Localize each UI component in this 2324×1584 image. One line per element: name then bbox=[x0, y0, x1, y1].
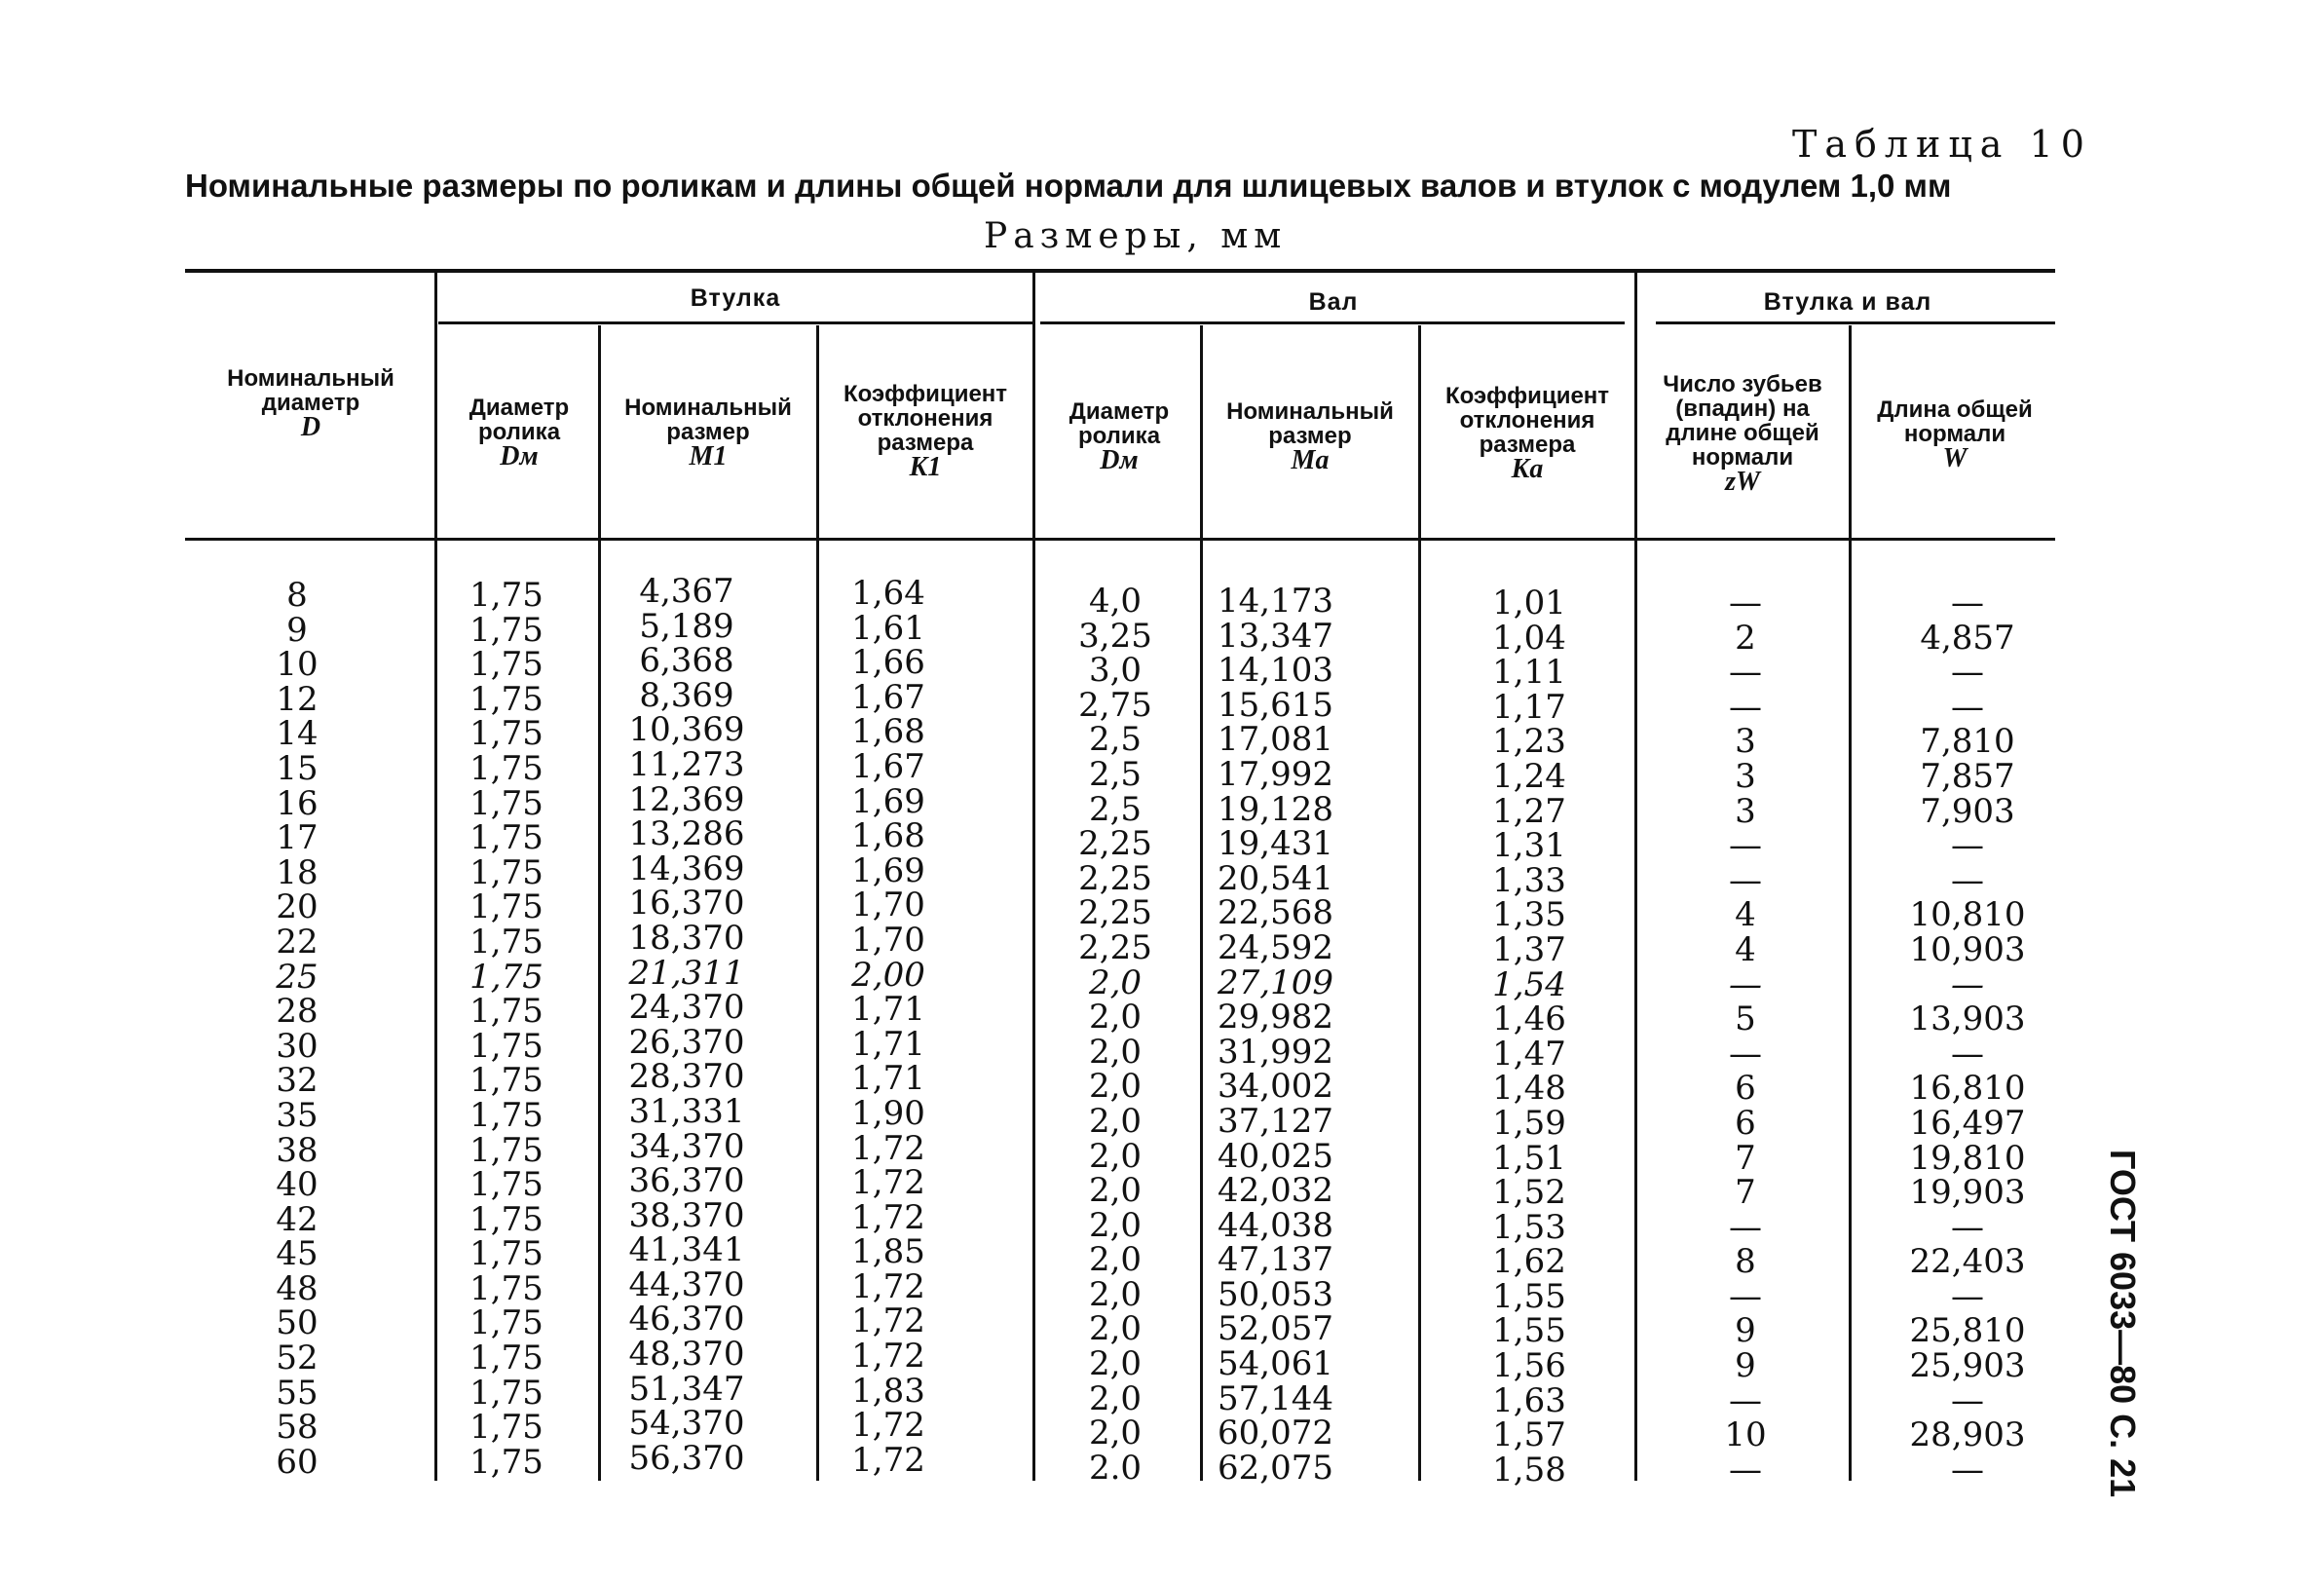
table-cell: 3,0 bbox=[1088, 651, 1143, 691]
header-nominal-diameter-symbol: D bbox=[300, 412, 321, 442]
table-cell: 1,75 bbox=[469, 748, 544, 788]
table-cell: 1,71 bbox=[851, 1024, 925, 1064]
group-heading-bushing: Втулка bbox=[690, 284, 781, 312]
table-cell: — bbox=[1729, 1207, 1762, 1247]
col-divider-2 bbox=[598, 325, 601, 1481]
table-cell: 2,5 bbox=[1088, 754, 1143, 794]
table-cell: 36,370 bbox=[628, 1161, 745, 1201]
column-normal-length bbox=[1899, 586, 2036, 1488]
table-cell: 1,75 bbox=[469, 922, 544, 962]
table-cell: 16,370 bbox=[628, 884, 745, 924]
units-label: Размеры, мм bbox=[984, 216, 1288, 256]
table-cell: 1,37 bbox=[1492, 929, 1566, 969]
table-cell: 54,370 bbox=[628, 1404, 745, 1444]
table-cell: 2.0 bbox=[1088, 1448, 1143, 1488]
table-cell: — bbox=[1729, 1380, 1762, 1420]
table-cell: 7 bbox=[1735, 1138, 1756, 1178]
table-cell: 2,25 bbox=[1078, 858, 1152, 898]
header-shaft-coef bbox=[1424, 383, 1631, 484]
table-cell: — bbox=[1951, 1380, 1984, 1420]
table-cell: 38 bbox=[276, 1130, 319, 1170]
column-shaft-roller bbox=[1071, 582, 1159, 1488]
header-normal-length-text: Длина общей нормали bbox=[1877, 396, 2033, 447]
table-cell: 28 bbox=[276, 992, 319, 1032]
table-cell: 16 bbox=[276, 783, 319, 823]
header-normal-length-symbol: W bbox=[1942, 443, 1968, 473]
table-cell: 12 bbox=[276, 679, 319, 719]
table-cell: 58 bbox=[276, 1408, 319, 1448]
table-cell: 1,70 bbox=[851, 920, 925, 960]
col-divider-1 bbox=[434, 273, 437, 1481]
header-bushing-size bbox=[604, 396, 812, 469]
table-cell: 1,69 bbox=[851, 781, 925, 821]
table-cell: 16,810 bbox=[1909, 1069, 2026, 1109]
table-cell: 1,72 bbox=[851, 1128, 925, 1168]
table-cell: 4 bbox=[1735, 895, 1756, 935]
table-cell: 19,128 bbox=[1218, 789, 1333, 829]
table-cell: 6 bbox=[1735, 1069, 1756, 1109]
table-cell: 30 bbox=[276, 1026, 319, 1066]
table-cell: — bbox=[1951, 687, 1984, 727]
table-cell: 4,367 bbox=[639, 572, 734, 611]
table-cell: 1,75 bbox=[469, 610, 544, 650]
col-divider-4 bbox=[1032, 273, 1035, 1481]
header-shaft-roller bbox=[1042, 398, 1196, 475]
table-cell: 3 bbox=[1735, 791, 1756, 831]
table-cell: 1,72 bbox=[851, 1337, 925, 1377]
table-cell: — bbox=[1951, 1034, 1984, 1074]
col-divider-8 bbox=[1849, 325, 1852, 1481]
table-cell: 1,75 bbox=[469, 1442, 544, 1482]
table-cell: 1,71 bbox=[851, 1059, 925, 1099]
table-cell: — bbox=[1951, 1207, 1984, 1247]
table-cell: — bbox=[1951, 1450, 1984, 1490]
header-bushing-coef-text: Коэффициент отклонения размера bbox=[843, 381, 1008, 456]
header-bushing-roller bbox=[446, 396, 592, 469]
table-cell: 2,0 bbox=[1088, 1274, 1143, 1314]
header-shaft-roller-text: Диаметр ролика bbox=[1068, 398, 1170, 449]
table-cell: 24,370 bbox=[628, 988, 745, 1028]
group-heading-shaft: Вал bbox=[1308, 288, 1359, 316]
table-cell: 8 bbox=[1735, 1242, 1756, 1282]
table-cell: — bbox=[1729, 1034, 1762, 1074]
header-teeth-count-symbol: zW bbox=[1725, 467, 1760, 497]
header-shaft-size-text: Номинальный размер bbox=[1226, 398, 1394, 449]
table-cell: 10,369 bbox=[628, 710, 745, 750]
header-nominal-diameter bbox=[191, 365, 431, 442]
table-cell: 1,75 bbox=[469, 1303, 544, 1343]
table-cell: 6 bbox=[1735, 1103, 1756, 1143]
table-cell: 1,75 bbox=[469, 992, 544, 1032]
table-cell: 19,903 bbox=[1909, 1173, 2026, 1213]
table-cell: 3 bbox=[1735, 756, 1756, 796]
top-rule bbox=[185, 269, 2055, 273]
table-cell: 14,173 bbox=[1218, 582, 1333, 621]
table-cell: 1,68 bbox=[851, 712, 925, 752]
table-cell: 5,189 bbox=[639, 606, 734, 646]
table-cell: 1,51 bbox=[1492, 1138, 1566, 1178]
table-cell: 1,72 bbox=[851, 1440, 925, 1480]
table-cell: 19,431 bbox=[1218, 824, 1333, 864]
table-cell: 1,54 bbox=[1492, 964, 1566, 1004]
table-cell: 1,75 bbox=[469, 714, 544, 754]
table-cell: 8 bbox=[286, 576, 308, 615]
table-cell: — bbox=[1729, 1450, 1762, 1490]
table-cell: — bbox=[1951, 584, 1984, 622]
table-cell: 4,857 bbox=[1920, 618, 2015, 658]
table-cell: 1,33 bbox=[1492, 860, 1566, 900]
table-cell: 10 bbox=[276, 645, 319, 685]
header-normal-length bbox=[1855, 397, 2055, 471]
standard-page-label: ГОСТ 6033—80 С. 21 bbox=[2103, 1150, 2143, 1498]
table-cell: 1,75 bbox=[469, 679, 544, 719]
table-cell: 50 bbox=[276, 1303, 319, 1343]
header-nominal-diameter-text: Номинальный диаметр bbox=[227, 365, 394, 416]
table-cell: 3,25 bbox=[1078, 616, 1152, 656]
table-cell: — bbox=[1729, 584, 1762, 622]
header-shaft-size-symbol: Ma bbox=[1291, 445, 1330, 475]
table-cell: — bbox=[1951, 826, 1984, 866]
column-nominal-diameter bbox=[244, 576, 351, 1482]
table-cell: — bbox=[1729, 687, 1762, 727]
table-cell: 2,0 bbox=[1088, 1344, 1143, 1384]
table-cell: 13,903 bbox=[1909, 999, 2026, 1039]
table-caption: Номинальные размеры по роликам и длины общей нормали для шлицевых валов и втулок с модулем 1,0 мм bbox=[185, 168, 1952, 204]
header-bushing-coef bbox=[822, 381, 1029, 482]
table-cell: 2,0 bbox=[1088, 1101, 1143, 1141]
table-cell: 55 bbox=[276, 1373, 319, 1413]
table-cell: 37,127 bbox=[1218, 1101, 1333, 1141]
table-cell: 1,75 bbox=[469, 1234, 544, 1274]
header-teeth-count bbox=[1640, 371, 1845, 497]
header-bushing-coef-symbol: K1 bbox=[909, 452, 942, 482]
table-cell: 14 bbox=[276, 714, 319, 754]
table-cell: 41,341 bbox=[628, 1230, 745, 1270]
table-cell: 1,85 bbox=[851, 1232, 925, 1272]
header-bushing-roller-symbol: Dм bbox=[500, 441, 539, 471]
header-rule bbox=[185, 538, 2055, 541]
table-cell: 2,0 bbox=[1088, 1378, 1143, 1418]
table-cell: 1,59 bbox=[1492, 1103, 1566, 1143]
table-cell: 2,75 bbox=[1078, 685, 1152, 725]
table-cell: 1,75 bbox=[469, 887, 544, 927]
header-shaft-coef-text: Коэффициент отклонения размера bbox=[1444, 383, 1610, 458]
table-cell: 35 bbox=[276, 1095, 319, 1135]
table-cell: — bbox=[1729, 860, 1762, 900]
table-cell: 2,0 bbox=[1088, 1171, 1143, 1211]
table-cell: 17 bbox=[276, 818, 319, 858]
table-cell: 1,63 bbox=[1492, 1380, 1566, 1420]
table-cell: 8,369 bbox=[639, 675, 734, 715]
table-cell: 2,00 bbox=[851, 955, 925, 995]
header-shaft-coef-symbol: Ka bbox=[1511, 454, 1544, 484]
table-cell: 62,075 bbox=[1218, 1448, 1333, 1488]
group-rule-shaft bbox=[1040, 321, 1625, 324]
table-cell: 10 bbox=[1724, 1415, 1767, 1455]
table-cell: — bbox=[1729, 653, 1762, 693]
table-cell: 1,72 bbox=[851, 1301, 925, 1341]
table-cell: 2,25 bbox=[1078, 927, 1152, 967]
col-divider-7 bbox=[1634, 273, 1637, 1481]
table-cell: 29,982 bbox=[1218, 998, 1333, 1037]
table-cell: 4 bbox=[1735, 929, 1756, 969]
table-cell: 48,370 bbox=[628, 1335, 745, 1375]
column-bushing-roller bbox=[458, 576, 555, 1482]
table-cell: 2,25 bbox=[1078, 824, 1152, 864]
table-cell: 15 bbox=[276, 748, 319, 788]
table-cell: 1,64 bbox=[851, 574, 925, 613]
table-cell: 1,72 bbox=[851, 1266, 925, 1306]
header-teeth-count-text: Число зубьев (впадин) на длине общей нормали bbox=[1663, 371, 1822, 471]
table-cell: 1,75 bbox=[469, 1095, 544, 1135]
column-shaft-coef bbox=[1481, 586, 1578, 1488]
table-cell: 44,370 bbox=[628, 1264, 745, 1304]
table-cell: 1,75 bbox=[469, 852, 544, 892]
table-cell: 21,311 bbox=[628, 953, 745, 993]
table-cell: 2,0 bbox=[1088, 1240, 1143, 1280]
header-shaft-roller-symbol: Dм bbox=[1100, 445, 1139, 475]
table-cell: 13,286 bbox=[628, 814, 745, 854]
table-cell: 31,992 bbox=[1218, 1032, 1333, 1072]
table-cell: 25 bbox=[276, 957, 319, 997]
table-cell: 1,75 bbox=[469, 1026, 544, 1066]
table-cell: 1,46 bbox=[1492, 999, 1566, 1039]
table-cell: 18 bbox=[276, 852, 319, 892]
table-cell: 17,081 bbox=[1218, 720, 1333, 760]
table-cell: 25,810 bbox=[1909, 1311, 2026, 1351]
table-cell: 1,27 bbox=[1492, 791, 1566, 831]
table-cell: 60,072 bbox=[1218, 1414, 1333, 1453]
table-cell: 1,75 bbox=[469, 1061, 544, 1101]
table-cell: 1,11 bbox=[1492, 653, 1566, 693]
table-cell: 1,01 bbox=[1492, 584, 1566, 622]
header-shaft-size bbox=[1206, 398, 1414, 475]
table-cell: 24,592 bbox=[1218, 927, 1333, 967]
table-cell: — bbox=[1951, 860, 1984, 900]
table-cell: 1,75 bbox=[469, 1130, 544, 1170]
table-cell: 1,68 bbox=[851, 816, 925, 856]
table-cell: 1,75 bbox=[469, 1408, 544, 1448]
table-cell: 42,032 bbox=[1218, 1171, 1333, 1211]
table-cell: 1,75 bbox=[469, 1373, 544, 1413]
group-rule-both bbox=[1656, 321, 2055, 324]
table-cell: 1,66 bbox=[851, 643, 925, 683]
table-cell: 28,370 bbox=[628, 1057, 745, 1097]
table-cell: 7,857 bbox=[1920, 756, 2015, 796]
table-cell: 2,0 bbox=[1088, 1136, 1143, 1176]
table-cell: 1,35 bbox=[1492, 895, 1566, 935]
table-cell: 9 bbox=[1735, 1311, 1756, 1351]
table-cell: 54,061 bbox=[1218, 1344, 1333, 1384]
table-cell: 4,0 bbox=[1088, 582, 1143, 621]
table-cell: 22,568 bbox=[1218, 893, 1333, 933]
column-teeth-count bbox=[1697, 586, 1794, 1488]
table-cell: 50,053 bbox=[1218, 1274, 1333, 1314]
table-cell: 1,71 bbox=[851, 990, 925, 1030]
table-cell: 1,90 bbox=[851, 1093, 925, 1133]
column-bushing-size bbox=[614, 572, 760, 1478]
column-shaft-size bbox=[1218, 582, 1364, 1488]
table-cell: 19,810 bbox=[1909, 1138, 2026, 1178]
table-cell: 2,0 bbox=[1088, 1205, 1143, 1245]
table-cell: 1,58 bbox=[1492, 1450, 1566, 1490]
table-cell: 27,109 bbox=[1218, 962, 1333, 1002]
table-cell: 26,370 bbox=[628, 1022, 745, 1062]
table-cell: 1,57 bbox=[1492, 1415, 1566, 1455]
table-cell: 20 bbox=[276, 887, 319, 927]
table-cell: 2,0 bbox=[1088, 998, 1143, 1037]
table-cell: 1,75 bbox=[469, 957, 544, 997]
table-cell: 1,75 bbox=[469, 1199, 544, 1239]
col-divider-3 bbox=[816, 325, 819, 1481]
header-bushing-size-text: Номинальный размер bbox=[624, 395, 792, 445]
table-cell: 1,72 bbox=[851, 1197, 925, 1237]
table-cell: 1,48 bbox=[1492, 1069, 1566, 1109]
table-cell: 1,72 bbox=[851, 1406, 925, 1446]
col-divider-5 bbox=[1200, 325, 1203, 1481]
table-cell: 7,903 bbox=[1920, 791, 2015, 831]
table-cell: 1,23 bbox=[1492, 722, 1566, 762]
table-cell: 28,903 bbox=[1909, 1415, 2026, 1455]
table-cell: 1,69 bbox=[851, 850, 925, 890]
table-cell: 13,347 bbox=[1218, 616, 1333, 656]
table-cell: 1,55 bbox=[1492, 1276, 1566, 1316]
table-cell: 47,137 bbox=[1218, 1240, 1333, 1280]
table-cell: 40,025 bbox=[1218, 1136, 1333, 1176]
table-cell: 32 bbox=[276, 1061, 319, 1101]
table-cell: 1,56 bbox=[1492, 1346, 1566, 1386]
table-cell: 1,75 bbox=[469, 1268, 544, 1308]
table-cell: 2,0 bbox=[1088, 1032, 1143, 1072]
table-cell: 5 bbox=[1735, 999, 1756, 1039]
table-cell: 17,992 bbox=[1218, 754, 1333, 794]
table-cell: 52 bbox=[276, 1339, 319, 1378]
table-cell: 51,347 bbox=[628, 1369, 745, 1409]
table-cell: 1,67 bbox=[851, 677, 925, 717]
table-cell: 3 bbox=[1735, 722, 1756, 762]
table-cell: 31,331 bbox=[628, 1091, 745, 1131]
table-cell: 40 bbox=[276, 1165, 319, 1205]
table-cell: 10,903 bbox=[1909, 929, 2026, 969]
table-cell: 1,67 bbox=[851, 746, 925, 786]
table-cell: 56,370 bbox=[628, 1438, 745, 1478]
table-cell: 22,403 bbox=[1909, 1242, 2026, 1282]
table-cell: 2,0 bbox=[1088, 962, 1143, 1002]
table-cell: 1,72 bbox=[851, 1163, 925, 1203]
table-cell: 6,368 bbox=[639, 641, 734, 681]
table-cell: — bbox=[1951, 653, 1984, 693]
table-cell: 1,47 bbox=[1492, 1034, 1566, 1074]
table-cell: 14,103 bbox=[1218, 651, 1333, 691]
table-cell: 22 bbox=[276, 922, 319, 962]
table-cell: 1,75 bbox=[469, 645, 544, 685]
table-cell: 52,057 bbox=[1218, 1309, 1333, 1349]
table-cell: 1,53 bbox=[1492, 1207, 1566, 1247]
table-cell: 1,75 bbox=[469, 1165, 544, 1205]
table-cell: 1,17 bbox=[1492, 687, 1566, 727]
table-cell: 7 bbox=[1735, 1173, 1756, 1213]
table-cell: 18,370 bbox=[628, 918, 745, 958]
table-cell: 25,903 bbox=[1909, 1346, 2026, 1386]
table-cell: 48 bbox=[276, 1268, 319, 1308]
table-cell: 9 bbox=[1735, 1346, 1756, 1386]
table-cell: 60 bbox=[276, 1442, 319, 1482]
column-bushing-coef bbox=[840, 574, 937, 1480]
table-cell: 11,273 bbox=[628, 744, 745, 784]
table-cell: 46,370 bbox=[628, 1300, 745, 1339]
table-cell: 1,55 bbox=[1492, 1311, 1566, 1351]
table-cell: 14,369 bbox=[628, 849, 745, 888]
table-cell: 1,70 bbox=[851, 886, 925, 925]
table-cell: 7,810 bbox=[1920, 722, 2015, 762]
col-divider-6 bbox=[1418, 325, 1421, 1481]
header-bushing-size-symbol: M1 bbox=[689, 441, 728, 471]
table-cell: 42 bbox=[276, 1199, 319, 1239]
table-cell: 2 bbox=[1735, 618, 1756, 658]
table-cell: 1,83 bbox=[851, 1371, 925, 1411]
table-cell: — bbox=[1951, 964, 1984, 1004]
table-cell: 34,002 bbox=[1218, 1067, 1333, 1107]
table-cell: 1,61 bbox=[851, 608, 925, 648]
group-heading-both: Втулка и вал bbox=[1763, 288, 1932, 316]
table-cell: 38,370 bbox=[628, 1195, 745, 1235]
table-cell: 1,75 bbox=[469, 818, 544, 858]
table-cell: 45 bbox=[276, 1234, 319, 1274]
table-cell: 2,0 bbox=[1088, 1414, 1143, 1453]
table-cell: 15,615 bbox=[1218, 685, 1333, 725]
table-cell: 1,31 bbox=[1492, 826, 1566, 866]
table-cell: 44,038 bbox=[1218, 1205, 1333, 1245]
table-cell: 1,04 bbox=[1492, 618, 1566, 658]
table-cell: 1,75 bbox=[469, 576, 544, 615]
table-cell: 12,369 bbox=[628, 779, 745, 819]
table-cell: 1,75 bbox=[469, 783, 544, 823]
table-cell: — bbox=[1951, 1276, 1984, 1316]
table-cell: — bbox=[1729, 1276, 1762, 1316]
table-cell: 2,0 bbox=[1088, 1309, 1143, 1349]
table-cell: 1,62 bbox=[1492, 1242, 1566, 1282]
table-cell: 1,75 bbox=[469, 1339, 544, 1378]
table-number-label: Таблица 10 bbox=[1792, 123, 2092, 166]
table-cell: 34,370 bbox=[628, 1126, 745, 1166]
table-cell: 2,25 bbox=[1078, 893, 1152, 933]
table-cell: 16,497 bbox=[1909, 1103, 2026, 1143]
table-cell: 2,0 bbox=[1088, 1067, 1143, 1107]
table-cell: 1,52 bbox=[1492, 1173, 1566, 1213]
table-cell: 10,810 bbox=[1909, 895, 2026, 935]
group-rule-bushing bbox=[438, 321, 1032, 324]
table-cell: 57,144 bbox=[1218, 1378, 1333, 1418]
table-cell: — bbox=[1729, 964, 1762, 1004]
table-cell: 20,541 bbox=[1218, 858, 1333, 898]
table-cell: — bbox=[1729, 826, 1762, 866]
table-cell: 2,5 bbox=[1088, 789, 1143, 829]
table-cell: 1,24 bbox=[1492, 756, 1566, 796]
table-cell: 2,5 bbox=[1088, 720, 1143, 760]
table-cell: 9 bbox=[286, 610, 308, 650]
header-bushing-roller-text: Диаметр ролика bbox=[469, 395, 570, 445]
